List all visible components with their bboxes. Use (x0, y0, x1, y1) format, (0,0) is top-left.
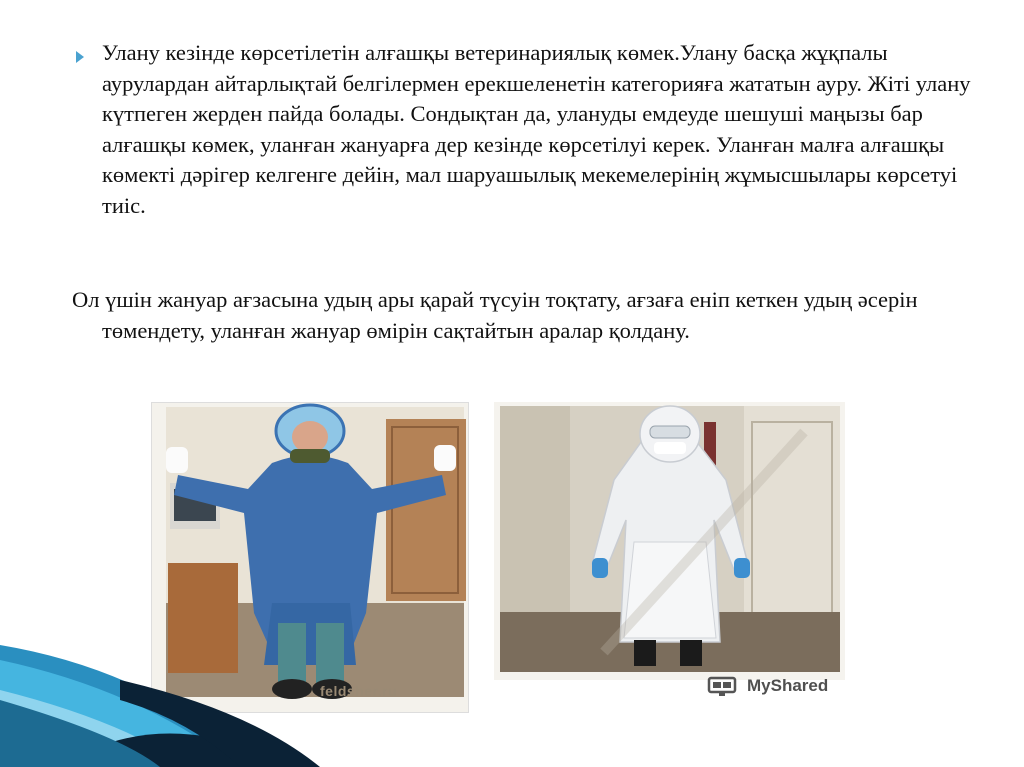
photo-blue-suit (151, 402, 469, 713)
bullet-item (76, 38, 996, 221)
white-suit-illustration (494, 402, 845, 680)
myshared-text: MyShared (747, 676, 829, 695)
triangle-bullet-icon (76, 51, 84, 63)
bullet-text: Улану кезінде көрсетілетін алғашқы ветеринариялық көмек.Улану басқа жұқпалы аурулардан айтарлықтай белгілермен ерекшеленетін категорияға жататын ауру. Жіті улану күтпеген жерден пайда болады. Сондықтан да, улануды емдеуде шешуші маңызы бар алғашқы көмек, уланған жануарға дер кезінде көрсетілуі керек. Уланған малға алғашқы көмекті дәрігер келгенге дейін, мал шаруашылық мекемелерінің жұмысшылары көрсетуі тиіс. (102, 40, 971, 218)
myshared-logo-icon (707, 675, 741, 697)
body-paragraph: Ол үшін жануар ағзасына удың ары қарай түсуін тоқтату, ағзаға еніп кеткен удың әсерін төмендету, уланған жануар өмірін сақтайтын аралар қолдану. (72, 287, 918, 343)
blue-suit-illustration (152, 403, 468, 712)
bullet-list (76, 38, 996, 221)
myshared-logo (707, 673, 828, 699)
photo-white-suit (494, 402, 845, 680)
feldsher-watermark: feldsher.ru (320, 683, 398, 699)
